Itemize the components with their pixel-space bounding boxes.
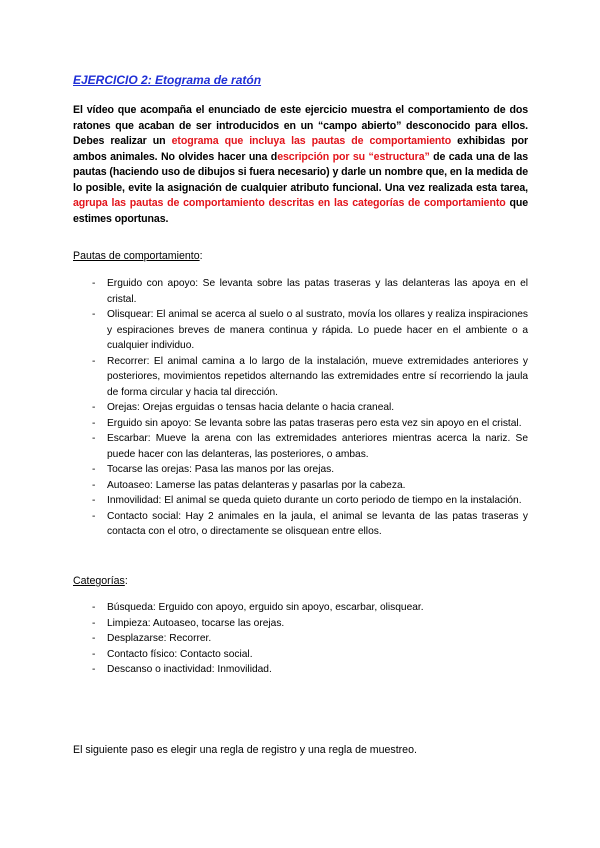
list-item: - Limpieza: Autoaseo, tocarse las orejas. <box>73 616 528 632</box>
list-item: - Tocarse las orejas: Pasa las manos por las orejas. <box>73 462 528 478</box>
list-item: - Autoaseo: Lamerse las patas delanteras y pasarlas por la cabeza. <box>73 478 528 494</box>
pautas-heading-colon: : <box>199 250 203 262</box>
categorias-list <box>73 600 528 678</box>
pautas-list <box>73 276 528 540</box>
list-item: - Recorrer: El animal camina a lo largo de la instalación, mueve extremidades anteriores y posteriores, movimientos repetidos alternando las extremidades entre sí recorriendo la jaula de forma circular y hacia tal dirección. <box>73 354 528 401</box>
categorias-heading-colon: : <box>124 575 128 587</box>
exercise-title: EJERCICIO 2: Etograma de ratón <box>73 73 262 87</box>
intro-highlight-2: escripción por su “estructura” <box>277 150 430 163</box>
list-item: - Contacto social: Hay 2 animales en la jaula, el animal se levanta de las patas traseras y contacta con el otro, o directamente se olisquean entre ellos. <box>73 509 528 540</box>
intro-highlight-1: etograma que incluya las pautas de comportamiento <box>171 135 452 147</box>
intro-text-3: de cada una de las pautas (haciendo uso de dibujos si fuera necesario) y darle un nombre que, en la medida de lo posible, evite la asignación de cualquier atributo funcional. Una vez realizada esta tarea, <box>73 150 529 194</box>
footer-note: El siguiente paso es elegir una regla de registro y una regla de muestreo. <box>73 744 417 756</box>
list-item: - Escarbar: Mueve la arena con las extremidades anteriores mientras acerca la nariz. Se puede hacer con las delanteras, las posteriores, o ambas. <box>73 431 528 462</box>
categorias-heading-text: Categorías <box>73 575 125 587</box>
list-item: - Erguido con apoyo: Se levanta sobre las patas traseras y las delanteras las apoya en el cristal. <box>73 276 528 307</box>
intro-text-2: exhibidas por ambos animales. No olvides hacer una d <box>73 135 529 163</box>
list-item: - Orejas: Orejas erguidas o tensas hacia delante o hacia craneal. <box>73 400 528 416</box>
list-item: - Contacto físico: Contacto social. <box>73 647 528 663</box>
list-item: - Desplazarse: Recorrer. <box>73 631 528 647</box>
intro-text-1: El vídeo que acompaña el enunciado de este ejercicio muestra el comportamiento de dos ratones que acaban de ser introducidos en un “campo abierto” desconocido para ellos. Debes realizar un <box>73 104 528 147</box>
pautas-heading <box>73 250 203 262</box>
intro-text-4: que estimes oportunas. <box>73 197 528 225</box>
intro-paragraph <box>73 103 528 227</box>
list-item: - Búsqueda: Erguido con apoyo, erguido sin apoyo, escarbar, olisquear. <box>73 600 528 616</box>
list-item: - Olisquear: El animal se acerca al suelo o al sustrato, movía los ollares y realiza inspiraciones y espiraciones breves de manera continua y rápida. Lo puede hacer en el ambiente o a cualquier individuo. <box>73 307 528 354</box>
pautas-heading-text: Pautas de comportamiento <box>73 250 200 262</box>
intro-highlight-3: agrupa las pautas de comportamiento descritas en las categorías de comportamiento <box>73 197 506 209</box>
list-item: - Descanso o inactividad: Inmovilidad. <box>73 662 528 678</box>
categorias-heading <box>73 575 128 587</box>
list-item: - Inmovilidad: El animal se queda quieto durante un corto periodo de tiempo en la instalación. <box>73 493 528 509</box>
list-item: - Erguido sin apoyo: Se levanta sobre las patas traseras pero esta vez sin apoyo en el cristal. <box>73 416 528 432</box>
